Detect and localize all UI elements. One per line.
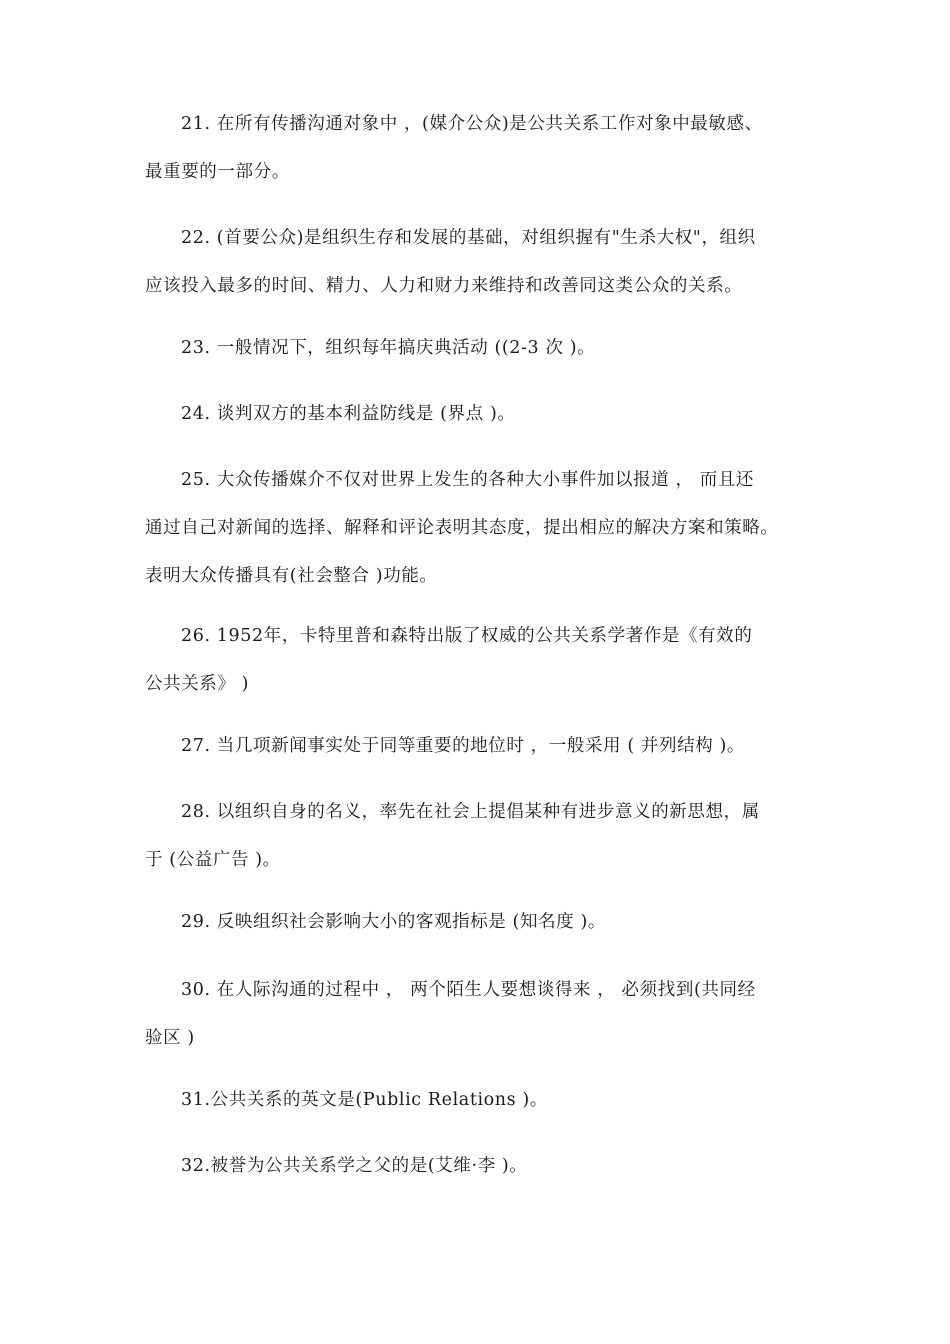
question-line: 31.公共关系的英文是(Public Relations )。 (181, 1090, 548, 1110)
question-line: 24. 谈判双方的基本利益防线是 (界点 )。 (181, 404, 516, 424)
question-line: 23. 一般情况下，组织每年搞庆典活动 ((2-3 次 )。 (181, 338, 596, 358)
question-28 (145, 788, 835, 884)
question-24 (145, 390, 835, 438)
question-27 (145, 722, 835, 770)
question-line: 公共关系》 ) (145, 674, 250, 694)
question-line: 21. 在所有传播沟通对象中 ，(媒介公众)是公共关系工作对象中最敏感、 (181, 114, 763, 134)
question-line: 通过自己对新闻的选择、解释和评论表明其态度，提出相应的解决方案和策略。 (145, 518, 779, 538)
question-22 (145, 214, 835, 310)
question-line: 25. 大众传播媒介不仅对世界上发生的各种大小事件加以报道 ， 而且还 (181, 470, 755, 490)
question-line: 最重要的一部分。 (145, 162, 290, 182)
question-29 (145, 898, 835, 946)
question-line: 于 (公益广告 )。 (145, 850, 281, 870)
question-line: 22. (首要公众)是组织生存和发展的基础，对组织握有"生杀大权"，组织 (181, 228, 756, 248)
question-32 (145, 1142, 835, 1190)
question-line: 29. 反映组织社会影响大小的客观指标是 (知名度 )。 (181, 912, 606, 932)
question-25 (145, 456, 835, 600)
question-31 (145, 1076, 835, 1124)
question-30 (145, 966, 835, 1062)
question-line: 表明大众传播具有(社会整合 )功能。 (145, 566, 438, 586)
question-line: 28. 以组织自身的名义，率先在社会上提倡某种有进步意义的新思想，属 (181, 802, 760, 822)
question-26 (145, 612, 835, 708)
question-line: 30. 在人际沟通的过程中 ， 两个陌生人要想谈得来 ， 必须找到(共同经 (181, 980, 756, 1000)
question-line: 验区 ) (145, 1028, 195, 1048)
question-line: 27. 当几项新闻事实处于同等重要的地位时 ，一般采用 ( 并列结构 )。 (181, 736, 745, 756)
question-line: 应该投入最多的时间、精力、人力和财力来维持和改善同这类公众的关系。 (145, 276, 743, 296)
question-line: 32.被誉为公共关系学之父的是(艾维·李 )。 (181, 1156, 528, 1176)
question-line: 26. 1952年，卡特里普和森特出版了权威的公共关系学著作是《有效的 (181, 626, 753, 646)
question-21 (145, 100, 835, 196)
question-23 (145, 324, 835, 372)
